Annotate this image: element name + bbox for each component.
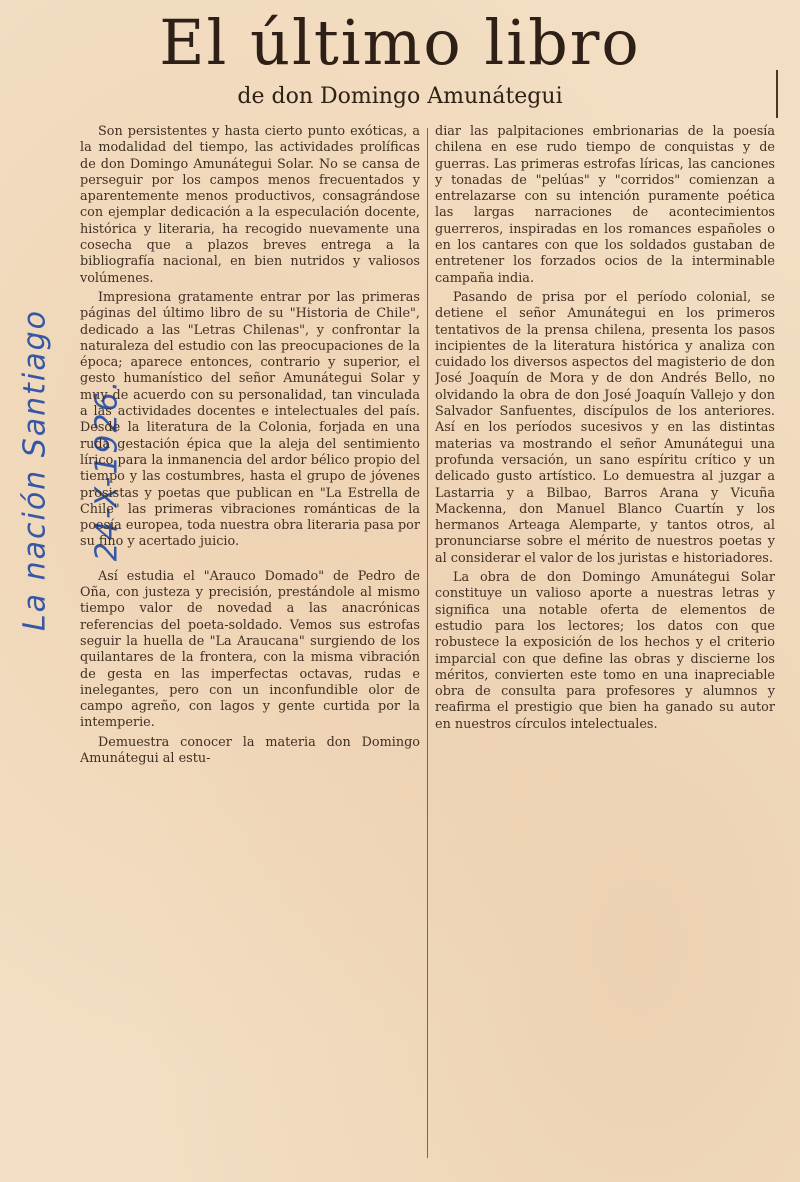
right-column [435, 124, 775, 1164]
paragraph: Demuestra conocer la materia don Domingo Amunátegui al estu- [80, 734, 420, 766]
paragraph: Así estudia el "Arauco Domado" de Pedro de Oña, con justeza y precisión, prestándole al mismo tiempo valor de novedad a las anacrónicas referencias del poeta-soldado. Vemos sus estrofas seguir la huella de "La Araucana" surgiendo de los quilantares de la frontera, con la misma vibración de gesta en las imperfectas octavas, rudas e inelegantes, pero con un inconfundible olor de campo agreño, con lagos y gente curtida por la intemperie. [80, 568, 420, 731]
annotation-source: La nación Santiago [17, 308, 53, 632]
column-divider [427, 128, 428, 1158]
column-rule [776, 70, 778, 118]
paragraph: Pasando de prisa por el período colonial, se detiene el señor Amunátegui en los primeros tentativos de la prensa chilena, presenta los pasos incipientes de la literatura histórica y analiza con cuidado los diversos aspectos del magisterio de don José Joaquín de Mora y de don Andrés Bello, no olvidando la obra de don José Joaquín Vallejo y don Salvador Sanfuentes, discípulos de los anteriores. Así en los períodos sucesivos y en las distintas materias va mostrando el señor Amunátegui una profunda versación, un sano espíritu crítico y un delicado gusto artístico. Lo demuestra al juzgar a Lastarria y a Bilbao, Barros Arana y Vicuña Mackenna, don Manuel Blanco Cuartín y los hermanos Arteaga Alemparte, y tantos otros, al pronunciarse sobre el mérito de nuestros poetas y al considerar el valor de los juristas e historiadores. [435, 289, 775, 566]
paragraph: diar las palpitaciones embrionarias de la poesía chilena en ese rudo tiempo de conquistas y de guerras. Las primeras estrofas líricas, las canciones y tonadas de "pelúas" y "corridos" comienzan a entrelazarse con su intención puramente poética las largas narraciones de acontecimientos guerreros, inspiradas en los romances españoles o en los cantares con que los soldados gustaban de entretener los forzados ocios de la interminable campaña india. [435, 124, 775, 286]
annotation-date: 24-X-1926. [89, 378, 125, 562]
paragraph: La obra de don Domingo Amunátegui Solar constituye un valioso aporte a nuestras letras y significa una notable oferta de elementos de estudio para los lectores; los datos con que robustece la exposición de los hechos y el criterio imparcial con que define las obras y discierne los méritos, convierten este tomo en una inapreciable obra de consulta para profesores y alumnos y reafirma el prestigio que bien ha ganado su autor en nuestros círculos intelectuales. [435, 570, 775, 732]
left-column [80, 124, 420, 1164]
paragraph: Impresiona gratamente entrar por las primeras páginas del último libro de su "Historia de Chile", dedicado a las "Letras Chilenas", y confrontar la naturaleza del estudio con las preocupaciones de la época; aparece entonces, contrario y superior, el gesto humanístico del señor Amunátegui Solar y muy de acuerdo con su personalidad, tan vinculada a las actividades docentes e intelectuales del país. Desde la literatura de la Colonia, forjada en una ruda gestación épica que la aleja del sentimiento lírico para la inmanencia del ardor bélico propio del tiempo y las costumbres, hasta el grupo de jóvenes prosistas y poetas que publican en "La Estrella de Chile" las primeras vibraciones románticas de la poesía europea, toda nuestra obra literaria pasa por su fino y acertado juicio. [80, 289, 420, 550]
article-title: El último libro [159, 6, 641, 79]
article-subtitle: de don Domingo Amunátegui [237, 84, 563, 109]
paragraph: Son persistentes y hasta cierto punto exóticas, a la modalidad del tiempo, las actividades prolíficas de don Domingo Amunátegui Solar. No se cansa de perseguir por los campos menos frecuentados y aparentemente menos productivos, consagrándose con ejemplar dedicación a la especulación docente, histórica y literaria, ha recogido nuevamente una cosecha que a plazos breves entrega a la bibliografía nacional, en bien nutridos y valiosos volúmenes. [80, 124, 420, 286]
